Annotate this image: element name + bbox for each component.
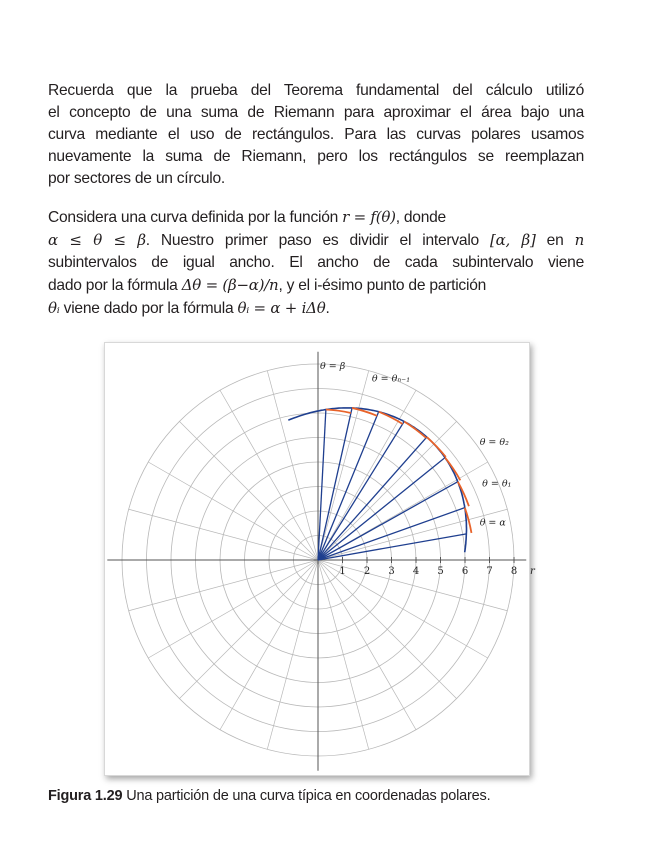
grid-ray (318, 560, 369, 749)
sector-arc (427, 437, 446, 457)
paragraph-line (48, 206, 584, 229)
tick-label: 7 (486, 566, 493, 577)
math-formula: θᵢ = α + iΔθ (237, 299, 326, 317)
grid-ray (267, 371, 318, 560)
paragraph-line: curva mediante el uso de rectángulos. Para las curvas polares usamos (48, 126, 584, 143)
text: . Nuestro primer paso es dividir el intervalo (145, 232, 491, 249)
caption-text: Una partición de una curva típica en coordenadas polares. (122, 788, 491, 804)
paragraph-line (48, 229, 584, 252)
grid-ray (220, 390, 318, 560)
polar-graph (105, 343, 535, 775)
intro-paragraph (48, 80, 584, 190)
math-formula: Δθ = (β−α)/n (181, 276, 279, 294)
sector-arc (379, 412, 403, 424)
grid-ray (179, 560, 318, 699)
math-formula: n (574, 231, 584, 249)
sector-arc (326, 410, 351, 413)
grid-ray (148, 560, 318, 658)
paragraph-line (48, 274, 584, 297)
definition-paragraph (48, 206, 584, 320)
figure-label: Figura 1.29 (48, 788, 123, 804)
text: , donde (395, 209, 446, 226)
grid-ray (318, 560, 457, 699)
text: en (535, 232, 575, 249)
tick-label: 1 (339, 566, 346, 577)
angle-label-theta1: θ = θ₁ (482, 478, 512, 490)
grid-ray (179, 421, 318, 560)
grid-ray (220, 560, 318, 730)
partition-ray (318, 412, 379, 560)
tick-label: 5 (437, 566, 444, 577)
paragraph-line: por sectores de un círculo. (48, 170, 226, 187)
math-formula: r = f(θ) (342, 208, 396, 226)
angle-label-alpha: θ = α (479, 517, 506, 529)
tick-label: 8 (510, 566, 518, 577)
text: Considera una curva definida por la función (48, 209, 343, 226)
grid-ray (129, 509, 318, 560)
angle-label-n-minus-1: θ = θₙ₋₁ (371, 373, 411, 385)
grid-ray (148, 462, 318, 560)
grid-ray (318, 390, 416, 560)
tick-label: 2 (363, 566, 371, 577)
paragraph-line: nuevamente la suma de Riemann, pero los rectángulos se reemplazan (48, 148, 584, 165)
figure-caption (48, 788, 490, 804)
grid-ray (318, 560, 416, 730)
tick-label: 4 (412, 566, 420, 577)
math-formula: α ≤ θ ≤ β (48, 231, 146, 249)
angle-label-theta2: θ = θ₂ (479, 436, 509, 448)
polar-partition-figure (104, 342, 535, 776)
partition-ray (318, 421, 404, 560)
text: . (325, 300, 330, 317)
angle-label-beta: θ = β (320, 361, 346, 373)
polar-curve (288, 408, 466, 552)
paragraph-line (48, 297, 584, 320)
tick-label: 3 (388, 566, 395, 577)
text: viene dado por la fórmula (59, 300, 238, 317)
r-axis-label: r (529, 566, 535, 577)
grid-ray (267, 560, 318, 749)
grid-ray (129, 560, 318, 611)
text: , y el i-ésimo punto de partición (278, 277, 487, 294)
partition-ray (318, 410, 326, 560)
paragraph-line: Recuerda que la prueba del Teorema fundamental del cálculo utilizó (48, 82, 584, 99)
tick-label: 6 (461, 566, 469, 577)
math-formula: θᵢ (48, 299, 60, 317)
text: dado por la fórmula (48, 277, 182, 294)
paragraph-line: subintervalos de igual ancho. El ancho de cada subintervalo viene (48, 254, 584, 271)
paragraph-line: el concepto de una suma de Riemann para aproximar el área bajo una (48, 104, 584, 121)
math-formula: [α, β] (490, 231, 536, 249)
